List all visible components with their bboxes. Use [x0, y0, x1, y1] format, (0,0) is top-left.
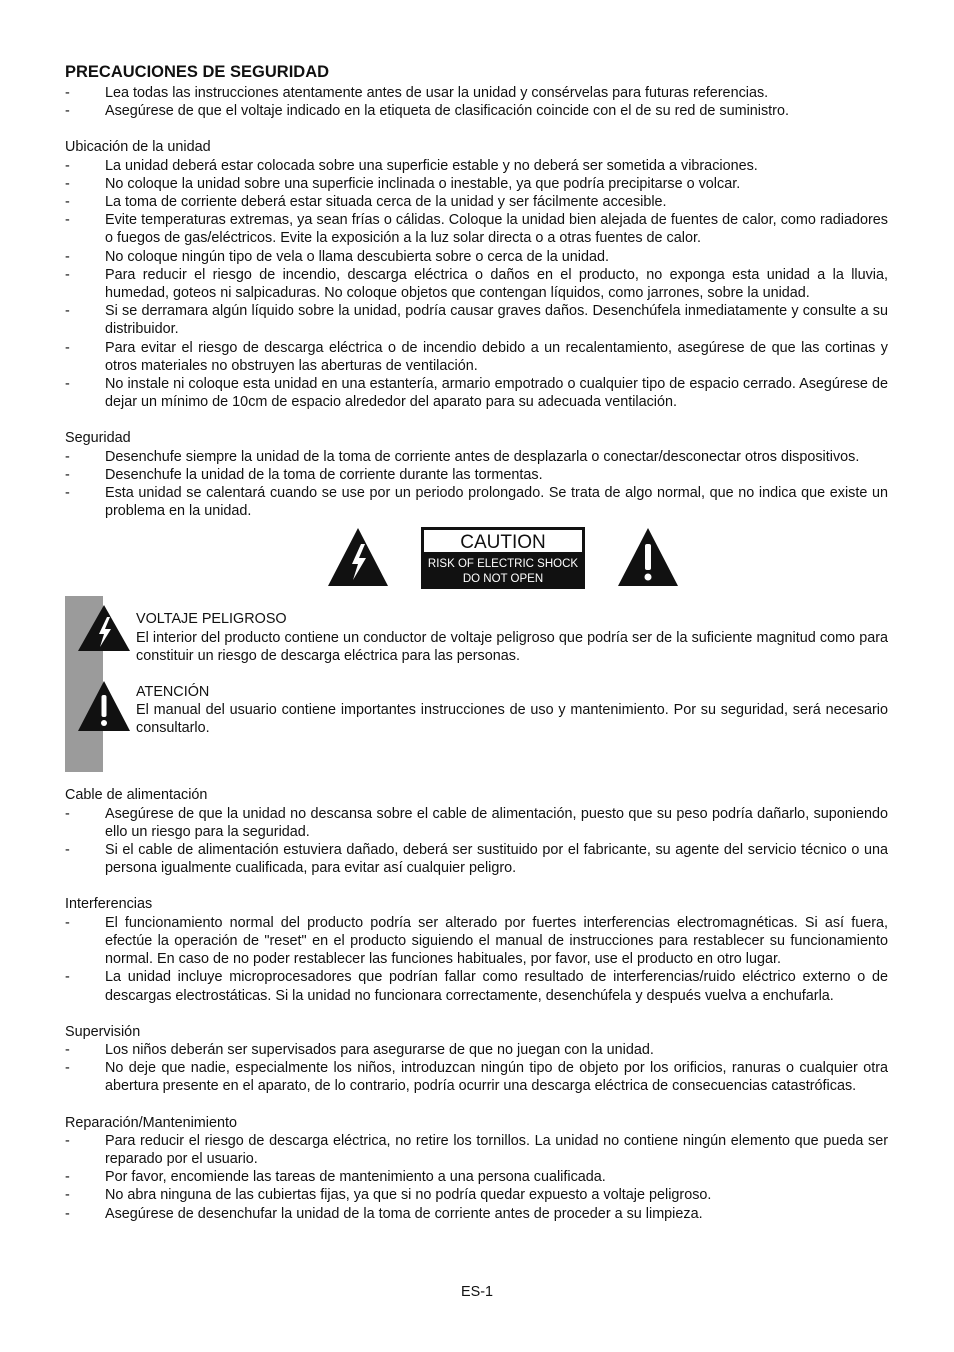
seguridad-list [65, 448, 888, 521]
atencion-heading: ATENCIÓN [136, 684, 210, 701]
list-item: - No instale ni coloque esta unidad en una estantería, armario empotrado o cualquier tipo de espacio cerrado. Asegúrese de dejar un mínimo de 10cm de espacio alrededor del aparato para su adecuada ventilación. [65, 376, 888, 411]
caution-label-line2: DO NOT OPEN [462, 573, 544, 586]
list-item: - Desenchufe la unidad de la toma de corriente durante las tormentas. [65, 466, 543, 483]
list-item: - Para reducir el riesgo de descarga eléctrica, no retire los tornillos. La unidad no contiene ningún elemento que pueda ser reparado por el usuario. [65, 1132, 888, 1167]
lightning-warning-icon [326, 526, 390, 588]
list-item: - Si el cable de alimentación estuviera dañado, deberá ser sustituido por el fabricante, su agente del servicio técnico o una persona igualmente cualificada, para evitar así cualquier peligro. [65, 842, 888, 877]
interferencias-list [65, 914, 888, 1005]
list-item: - Asegúrese de que la unidad no descansa sobre el cable de alimentación, puesto que su peso podría dañarlo, suponiendo ello un riesgo para la seguridad. [65, 805, 888, 840]
list-item: - Evite temperaturas extremas, ya sean frías o cálidas. Coloque la unidad bien alejada de fuentes de calor, como radiadores o fuegos de gas/eléctricos. Evite la exposición a la luz solar directa o a otras fuentes de calor. [65, 212, 888, 247]
intro-list [65, 84, 888, 120]
section-heading-reparacion: Reparación/Mantenimiento [65, 1114, 237, 1131]
list-item: - Desenchufe siempre la unidad de la toma de corriente antes de desplazarla o conectar/desconectar otros dispositivos. [65, 448, 860, 465]
section-heading-cable: Cable de alimentación [65, 787, 208, 804]
list-item: - La unidad incluye microprocesadores que podrían fallar como resultado de interferencias/ruido eléctrico externo o de descargas electrostáticas. Si la unidad no funcionara correctamente, desenchúfela y después vuelva a enchufarla. [65, 969, 888, 1004]
section-heading-supervision: Supervisión [65, 1023, 141, 1040]
page-title: PRECAUCIONES DE SEGURIDAD [65, 63, 330, 81]
list-item: - Si se derramara algún líquido sobre la unidad, podría causar graves daños. Desenchúfela inmediatamente y consulte a su distribuidor. [65, 303, 888, 338]
list-item: - No coloque la unidad sobre una superficie inclinada o inestable, ya que podría precipitarse o volcar. [65, 175, 741, 192]
list-item: - Los niños deberán ser supervisados para asegurarse de que no juegan con la unidad. [65, 1041, 654, 1058]
supervision-list [65, 1041, 888, 1096]
ubicacion-list [65, 157, 888, 412]
list-item: - Por favor, encomiende las tareas de mantenimiento a una persona cualificada. [65, 1169, 606, 1186]
list-item: - Para reducir el riesgo de incendio, descarga eléctrica o daños en el producto, no exponga esta unidad a la lluvia, humedad, goteos ni salpicaduras. No coloque objetos que contengan líquidos, como jarrones, sobre la unidad. [65, 266, 888, 302]
list-item: - Asegúrese de que el voltaje indicado en la etiqueta de clasificación coincide con el de su red de suministro. [65, 103, 789, 120]
caution-label-title: CAUTION [460, 532, 546, 554]
caution-label [420, 526, 586, 590]
caution-graphics [65, 526, 888, 592]
list-item: - La unidad deberá estar colocada sobre una superficie estable y no deberá ser sometida a vibraciones. [65, 157, 758, 174]
lightning-warning-icon [77, 604, 131, 652]
list-item: - No deje que nadie, especialmente los niños, introduzcan ningún tipo de objeto por los orificios, ranuras o cualquier otra abertura presente en el aparato, de lo contrario, podría ocurrir una descarga eléctrica de consecuencias catastróficas. [65, 1060, 888, 1095]
list-item: - Esta unidad se calentará cuando se use por un periodo prolongado. Se trata de algo normal, que no indica que existe un problema en la unidad. [65, 485, 888, 520]
list-item: - Para evitar el riesgo de descarga eléctrica o de incendio debido a un recalentamiento, asegúrese de que las cortinas y otros materiales no obstruyen las aberturas de ventilación. [65, 339, 888, 374]
cable-list [65, 805, 888, 878]
list-item: - No coloque ningún tipo de vela o llama descubierta sobre o cerca de la unidad. [65, 248, 610, 265]
list-item: - La toma de corriente deberá estar situada cerca de la unidad y ser fácilmente accesible. [65, 194, 667, 211]
document-body [65, 62, 888, 1223]
page-number: ES-1 [461, 1284, 493, 1300]
atencion-text: El manual del usuario contiene importantes instrucciones de uso y mantenimiento. Por su seguridad, será necesario consultarlo. [136, 702, 888, 737]
reparacion-list [65, 1132, 888, 1223]
caution-label-line1: RISK OF ELECTRIC SHOCK [427, 558, 579, 571]
voltaje-text: El interior del producto contiene un conductor de voltaje peligroso que podría ser de la suficiente magnitud como para constituir un riesgo de descarga eléctrica para las personas. [136, 629, 888, 664]
list-item: - Lea todas las instrucciones atentamente antes de usar la unidad y consérvelas para futuras referencias. [65, 85, 769, 101]
list-item: - Asegúrese de desenchufar la unidad de la toma de corriente antes de proceder a su limpieza. [65, 1205, 703, 1222]
list-item: - El funcionamiento normal del producto podría ser alterado por fuertes interferencias electromagnéticas. Si así fuera, efectúe la operación de "reset" en el producto siguiendo el manual de instrucciones para restablecer su funcionamiento normal. En caso de no poder restablecer las funciones habituales, por favor, use el producto en otro lugar. [65, 914, 888, 968]
voltaje-heading: VOLTAJE PELIGROSO [136, 611, 287, 628]
warning-explanations [65, 610, 888, 786]
exclamation-warning-icon [616, 526, 680, 588]
section-heading-interferencias: Interferencias [65, 896, 153, 913]
section-heading-seguridad: Seguridad [65, 430, 131, 447]
exclamation-warning-icon [77, 680, 131, 732]
list-item: - No abra ninguna de las cubiertas fijas, ya que si no podría quedar expuesto a voltaje peligroso. [65, 1187, 712, 1204]
section-heading-ubicacion: Ubicación de la unidad [65, 139, 211, 156]
